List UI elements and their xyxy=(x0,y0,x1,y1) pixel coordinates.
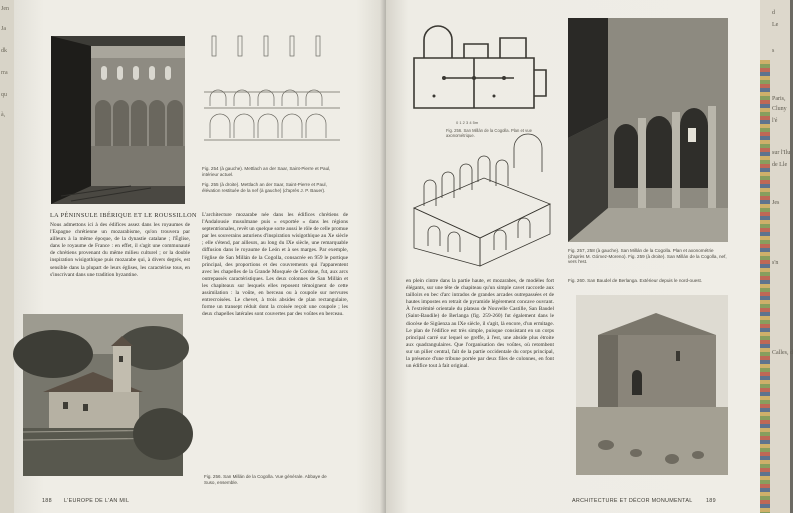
church-interior-photo xyxy=(51,36,185,204)
right-body-text: en plein cintre dans la partie haute, et mozarabes, de modèles fort élégants, sur une tête de chapiteau qu'un simple cavet raccorde aux tailloirs en bec d'arc intrados de grandes arcades outrepassées et de hautes impostes en retrait de pyramide légèrement concave ouvrant. À l'extrémité orientale du plateau de Nouvelle Castille, San Baudel (Saint-Baudile) de Berlanga (fig. 259-260) fut également dans le diocèse de Sigüenza au IXe siècle, il s'agit, là encore, d'un ermitage. Le plan de l'édifice est très simple, puisque consistant en un corps principal carré sur lequel se greffe, à l'est, une abside plus étroite aux quadrangulaires. Que l'organisation des voûtes, où retombent sur un pilier central, fait de la partie occidentale du corps principal, la présence d'une tribune portée par deux files de colonnes, en font un édifice tout à fait original. xyxy=(406,278,554,370)
edge-text: Le xyxy=(772,22,779,28)
body-text-column-2: L'architecture mozarabe née dans les édifices chrétiens de l'Andalousie musulmane puis « exportée » dans les régions septentrionales, revêt un quelque sorte aussi le rôle de celle promue par les souverains asturiens d'inspiration wisigothique au Xe siècle ; elle s'étend, par ailleurs, au long du IXe siècle, une remarquable diffusion dans le royaume de León et à ses marges. Par exemple, l'église de San Millán de la Cogolla, consacrée en 959 le portique principal, des proportions et des couvrements qui l'apparentent avec les chapelles de la Grande Mosquée de Cordoue, fut, aux arcs outrepassés caractéristiques. Les deux colonnes de San Millán et les chapiteaux sur lesquels elles reposent témoignent de cette assimilation : la voûte, en berceau ou à coupole sur nervures entrecroisées. Le chevet, à trois absides de plan rectangulaire, forme un transept réduit dont la croisée reçoit une coupole ; les deux chapelles latérales sont couvertes par des voûtes en berceau. xyxy=(202,212,348,318)
right-page xyxy=(386,0,760,513)
figure-caption-village: Fig. 256. San Millán de la Cogolla. Vue générale. Abbaye de Suso, ensemble. xyxy=(204,474,327,485)
exterior-image xyxy=(576,295,728,475)
arches-image xyxy=(568,18,728,242)
edge-text: l'é xyxy=(772,118,778,124)
church-plan-drawing xyxy=(404,18,554,128)
edge-text: s xyxy=(772,48,775,54)
edge-text: qu xyxy=(1,92,7,98)
edge-text: à, xyxy=(1,112,6,118)
right-running-head: ARCHITECTURE ET DÉCOR MONUMENTAL xyxy=(572,498,693,504)
edge-text: Paris, xyxy=(772,96,786,102)
elevation-drawing xyxy=(200,30,344,150)
figure-caption: Fig. 255 (à droite). Mettlach an der Saar, Saint-Pierre et Paul, élévation restituée de la nef (à gauche) (d'après J. P. Bauer). xyxy=(202,182,327,193)
edge-text: Cluny xyxy=(772,106,787,112)
edge-text: sur l'Ilu xyxy=(772,150,791,156)
nave-elevation-svg xyxy=(200,30,344,150)
previous-page-edge xyxy=(0,0,14,513)
axonometric-drawing xyxy=(404,138,556,268)
plan-caption: Fig. 256. San Millán de la Cogolla. Plan et vue axonométrique. xyxy=(446,128,532,138)
figure-caption: Fig. 254 (à gauche). Mettlach an der Saar, Saint-Pierre et Paul, intérieur actuel. xyxy=(202,166,331,177)
church-interior-image xyxy=(51,36,185,204)
edge-text: s'n xyxy=(772,260,779,266)
edge-text: rra xyxy=(1,70,8,76)
exterior-church-photo xyxy=(576,295,728,475)
village-church-photo xyxy=(23,314,183,476)
axonometric-svg xyxy=(404,138,556,268)
plan-svg xyxy=(404,18,554,128)
right-page-number: 189 xyxy=(706,498,716,504)
figure-caption-interior: Fig. 257, 258 (à gauche). San Millán de la Cogolla. Plan et axonométrie (d'après M. Gómez-Moreno). Fig. 259 (à droite). San Millán de la Cogolla, nef, vers l'est. xyxy=(568,248,727,265)
figure-caption-exterior: Fig. 260. San Baudel de Berlanga. Extérieur depuis le nord-ouest. xyxy=(568,278,703,283)
next-page-edge xyxy=(760,0,793,513)
left-page xyxy=(14,0,386,513)
edge-text: Calles, d xyxy=(772,350,793,356)
edge-text: Ja xyxy=(1,26,6,32)
edge-text: Jes xyxy=(772,200,780,206)
edge-text: dk xyxy=(1,48,7,54)
section-heading: LA PÉNINSULE IBÉRIQUE ET LE ROUSSILLON xyxy=(50,212,197,219)
left-page-number: 188 xyxy=(42,498,52,504)
colorful-page-stack xyxy=(760,60,770,513)
edge-text: Jen xyxy=(1,6,9,12)
left-running-head: L'EUROPE DE L'AN MIL xyxy=(64,498,130,504)
edge-text: d xyxy=(772,10,775,16)
interior-arches-photo xyxy=(568,18,728,242)
svg-text:0 1 2 3 4 5m: 0 1 2 3 4 5m xyxy=(456,120,479,125)
body-text-column-1: Nous admettons ici à des édifices assez dans les royaumes de l'Espagne chrétienne un mozarabisme, qu'on trouvera par ailleurs à la même époque, de la dynastie catalane ; l'Église, dans le royaume de France : en effet, il s'agit une communauté de chrétiens provenant du même milieu culturel ; or la double inspiration wisigothique puis mozarabe qui, à divers degrés, est sensible dans la plupart de leurs églises, les caractérise tous, en s'inscrivant dans une tradition byzantine. xyxy=(50,222,190,278)
edge-text: de Lle xyxy=(772,162,788,168)
village-image xyxy=(23,314,183,476)
